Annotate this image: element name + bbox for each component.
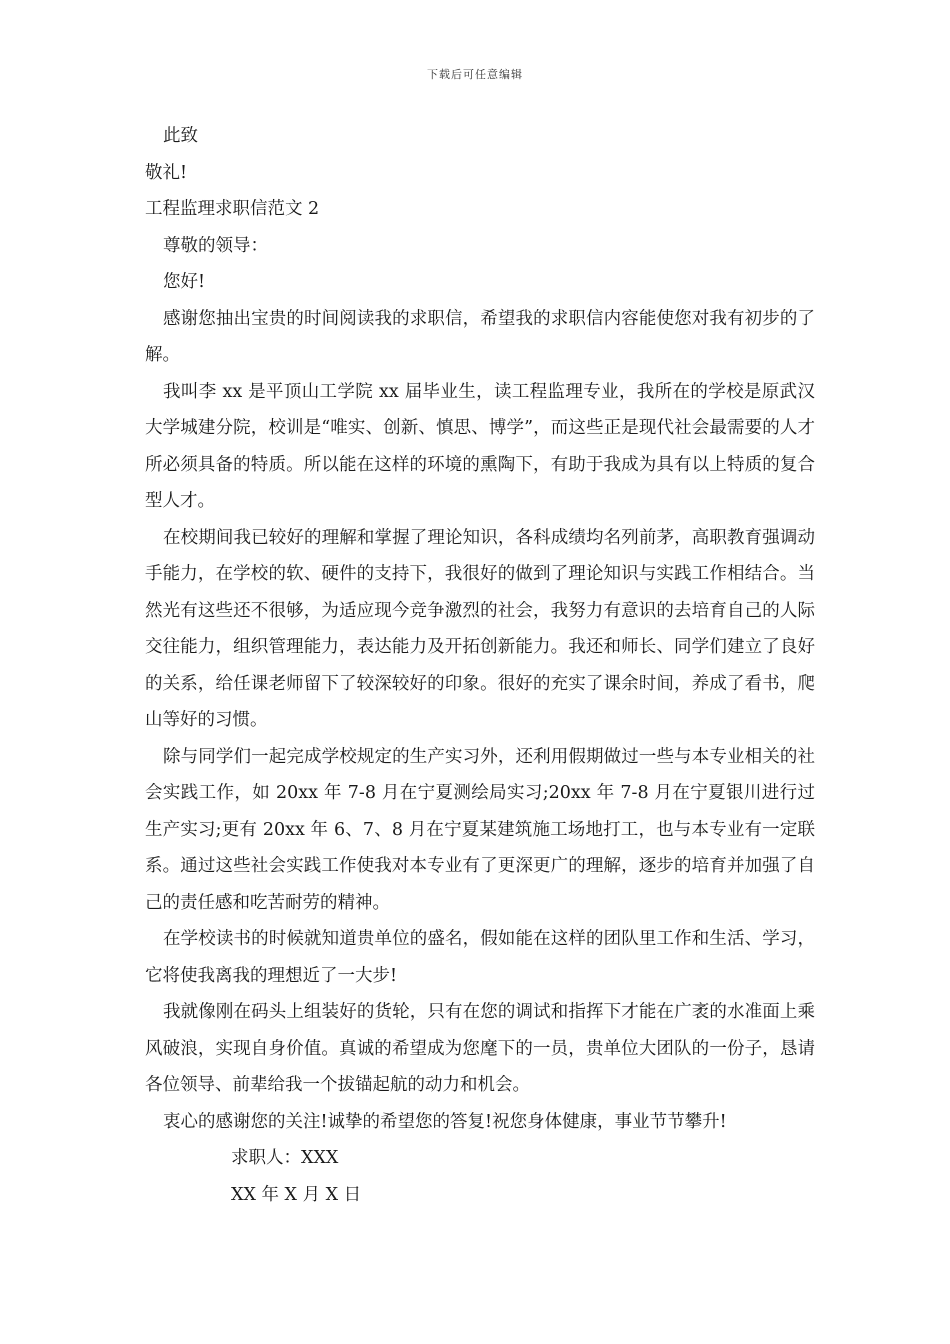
page-header: 下载后可任意编辑	[427, 68, 523, 81]
paragraph: 感谢您抽出宝贵的时间阅读我的求职信，希望我的求职信内容能使您对我有初步的了解。	[145, 308, 815, 365]
date: XX 年 X 月 X 日	[231, 1184, 362, 1205]
paragraph: 在学校读书的时候就知道贵单位的盛名，假如能在这样的团队里工作和生活、学习，它将使我离我的理想近了一大步!	[145, 929, 815, 986]
paragraph: 我就像刚在码头上组装好的货轮，只有在您的调试和指挥下才能在广袤的水准面上乘风破浪，实现自身价值。真诚的希望成为您麾下的一员，贵单位大团队的一份子，恳请各位领导、前辈给我一个拔锚起航的动力和机会。	[145, 1002, 815, 1095]
letter-body	[145, 118, 815, 1213]
greeting: 您好!	[163, 272, 206, 292]
paragraph: 我叫李 xx 是平顶山工学院 xx 届毕业生，读工程监理专业，我所在的学校是原武汉大学城建分院，校训是“唯实、创新、慎思、博学”，而这些正是现代社会最需要的人才所必须具备的特质。所以能在这样的环境的熏陶下，有助于我成为具有以上特质的复合型人才。	[145, 381, 815, 511]
signature: 求职人：XXX	[231, 1148, 339, 1168]
paragraph: 在校期间我已较好的理解和掌握了理论知识，各科成绩均名列前茅，高职教育强调动手能力，在学校的软、硬件的支持下，我很好的做到了理论知识与实践工作相结合。当然光有这些还不很够，为适应现今竞争激烈的社会，我努力有意识的去培育自己的人际交往能力，组织管理能力，表达能力及开拓创新能力。我还和师长、同学们建立了良好的关系，给任课老师留下了较深较好的印象。很好的充实了课余时间，养成了看书，爬山等好的习惯。	[145, 527, 815, 730]
closing-line-2: 敬礼!	[145, 162, 188, 183]
paragraph: 除与同学们一起完成学校规定的生产实习外，还利用假期做过一些与本专业相关的社会实践工作，如 20xx 年 7-8 月在宁夏测绘局实习;20xx 年 7-8 月在宁夏银川进行过生产实习;更有 20xx 年 6、7、8 月在宁夏某建筑施工场地打工，也与本专业有一定联系。通过这些社会实践工作使我对本专业有了更深更广的理解，逐步的培育并加强了自己的责任感和吃苦耐劳的精神。	[145, 746, 815, 913]
letter-title: 工程监理求职信范文 2	[145, 199, 320, 219]
salutation: 尊敬的领导：	[163, 235, 268, 256]
paragraph: 衷心的感谢您的关注!诚挚的希望您的答复!祝您身体健康，事业节节攀升!	[163, 1111, 727, 1132]
closing-line-1: 此致	[163, 126, 198, 146]
